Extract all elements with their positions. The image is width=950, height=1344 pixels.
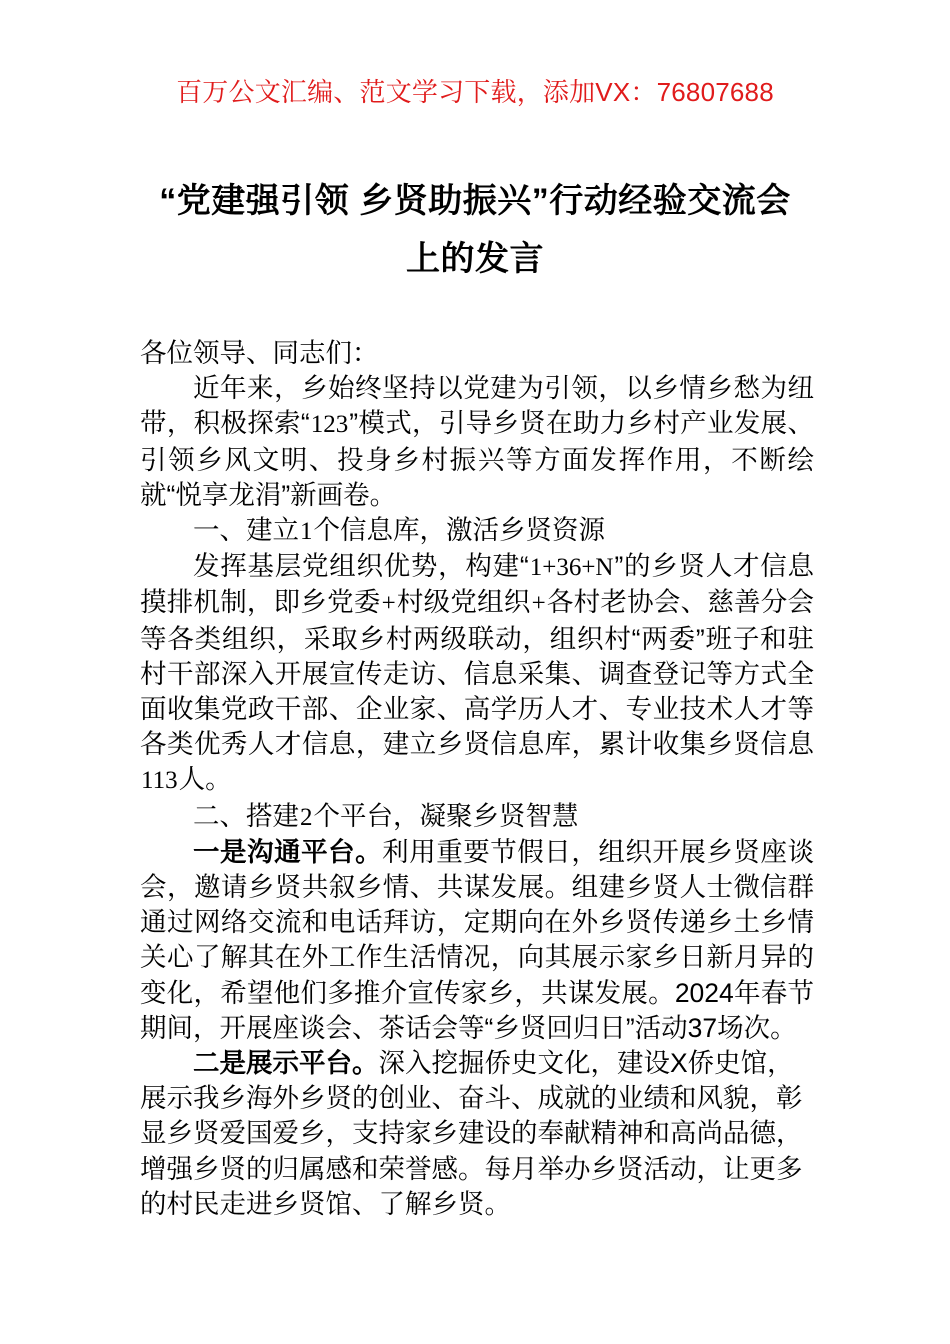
page-title-line-2: 上的发言 — [406, 240, 544, 279]
document-body — [140, 336, 814, 1222]
section-two-item-two-lead: 二是展示平台。 — [193, 1048, 379, 1079]
page-title-line-1: “党建强引领 乡贤助振兴”行动经验交流会 — [159, 182, 791, 220]
section-two-item-one-text: 利用重要节假日，组织开展乡贤座谈会，邀请乡贤共叙乡情、共谋发展。组建乡贤人士微信群通过网络交流和电话拜访，定期向在外乡贤传递乡土乡情关心了解其在外工作生活情况，向其展示家乡日新月异的变化，希望他们多推介宣传家乡，共谋发展。2024年春节期间，开展座谈会、茶话会等“乡贤回归日”活动37场次。 — [140, 836, 815, 1043]
paragraph-opening: 近年来，乡始终坚持以党建为引领，以乡情乡愁为纽带，积极探索“123”模式，引导乡贤在助力乡村产业发展、引领乡风文明、投身乡村振兴等方面发挥作用，不断绘就“悦享龙涓”新画卷。 — [140, 373, 815, 510]
paragraph-salutation: 各位领导、同志们： — [140, 338, 379, 368]
section-two-item-two — [140, 1046, 814, 1222]
section-two-item-two-text: 深入挖掘侨史文化，建设X侨史馆，展示我乡海外乡贤的创业、奋斗、成就的业绩和风貌，彰显乡贤爱国爱乡，支持家乡建设的奉献精神和高尚品德，增强乡贤的归属感和荣誉感。每月举办乡贤活动，让更多的村民走进乡贤馆、了解乡贤。 — [140, 1048, 803, 1219]
section-heading-two: 二、搭建2个平台，凝聚乡贤智慧 — [193, 800, 579, 831]
promo-header-text: 百万公文汇编、范文学习下载，添加VX：76807688 — [176, 77, 774, 107]
section-two-item-one — [140, 835, 814, 1046]
section-heading-one: 一、建立1个信息库，激活乡贤资源 — [193, 515, 605, 546]
page-title — [133, 172, 817, 289]
section-two-item-one-lead: 一是沟通平台。 — [193, 836, 383, 867]
section-one-body: 发挥基层党组织优势，构建“1+36+N”的乡贤人才信息摸排机制，即乡党委+村级党组织+各村老协会、慈善分会等各类组织，采取乡村两级联动，组织村“两委”班子和驻村干部深入开展宣传走访、信息采集、调查登记等方式全面收集党政干部、企业家、高学历人才、专业技术人才等各类优秀人才信息，建立乡贤信息库，累计收集乡贤信息113人。 — [140, 551, 815, 795]
